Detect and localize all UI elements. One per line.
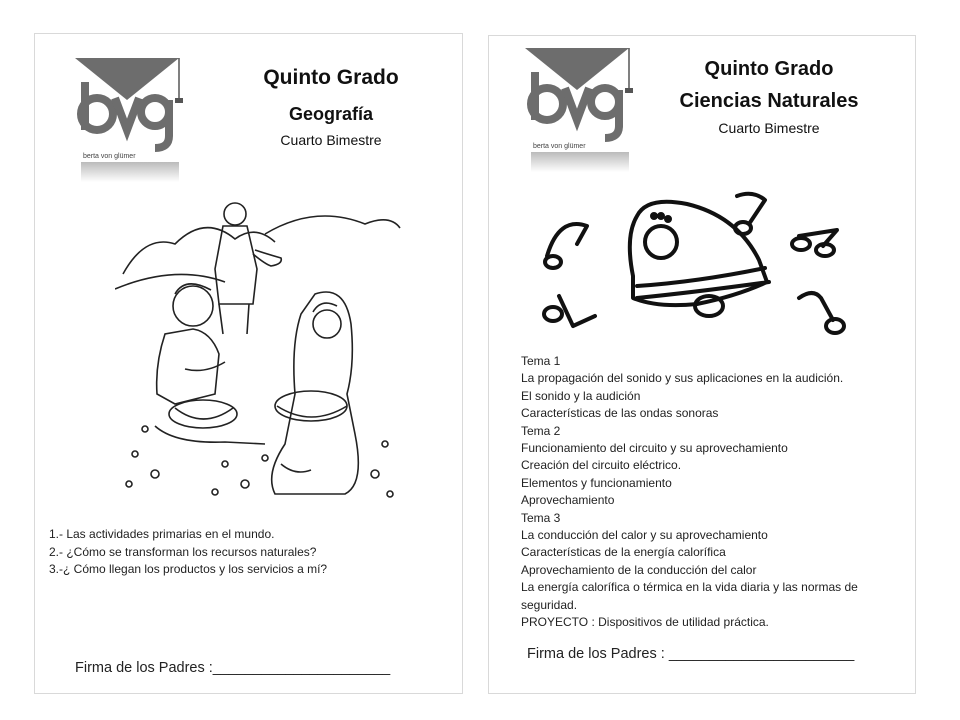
topic-item: Características de las ondas sonoras	[521, 406, 719, 421]
subject-title: Ciencias Naturales	[679, 90, 859, 112]
logo-caption: berta von glümer	[83, 153, 136, 160]
parent-signature-line: Firma de los Padres :______________________	[75, 660, 391, 676]
topic-item: Aprovechamiento	[521, 493, 615, 508]
grade-title: Quinto Grado	[704, 58, 834, 80]
left-report-card	[34, 33, 463, 694]
topic-item: La conducción del calor y su aprovechamiento	[521, 528, 768, 543]
topic-item: Aprovechamiento de la conducción del calor	[521, 562, 757, 577]
project-item: PROYECTO : Dispositivos de utilidad práctica.	[521, 615, 769, 630]
topic-heading: Tema 3	[521, 510, 561, 525]
topic-item: 3.-¿ Cómo llegan los productos y los servicios a mí?	[49, 562, 328, 576]
topic-item: La propagación del sonido y sus aplicaciones en la audición.	[521, 371, 844, 386]
topic-item: 2.- ¿Cómo se transforman los recursos naturales?	[49, 544, 317, 559]
logo-caption: berta von glümer	[533, 143, 586, 150]
subject-title: Geografía	[288, 104, 374, 124]
topic-heading: Tema 2	[521, 423, 561, 438]
parent-signature-line: Firma de los Padres : _______________________	[527, 646, 855, 662]
topic-item: Creación del circuito eléctrico.	[521, 458, 682, 473]
bvg-logo-graphic	[75, 54, 187, 182]
bell-illustration	[537, 186, 877, 346]
topics-list	[521, 353, 906, 632]
bvg-logo	[75, 54, 187, 182]
bvg-logo	[525, 44, 637, 172]
topic-item: 1.- Las actividades primarias en el mundo.	[49, 527, 275, 541]
period-label: Cuarto Bimestre	[718, 120, 820, 136]
topic-item: Funcionamiento del circuito y su aprovechamiento	[521, 441, 788, 456]
period-label: Cuarto Bimestre	[280, 132, 382, 148]
grade-title: Quinto Grado	[263, 66, 399, 89]
right-report-card	[488, 35, 916, 694]
bvg-logo-graphic	[525, 44, 637, 172]
topic-item: Elementos y funcionamiento	[521, 475, 672, 490]
harvest-illustration	[115, 194, 405, 504]
topic-heading: Tema 1	[521, 354, 561, 368]
topic-item: La energía calorífica o térmica en la vida diaria y las normas de seguridad.	[521, 580, 858, 612]
topic-item: Características de la energía calorífica	[521, 545, 726, 560]
topics-list	[49, 526, 327, 579]
topic-item: El sonido y la audición	[521, 388, 641, 403]
